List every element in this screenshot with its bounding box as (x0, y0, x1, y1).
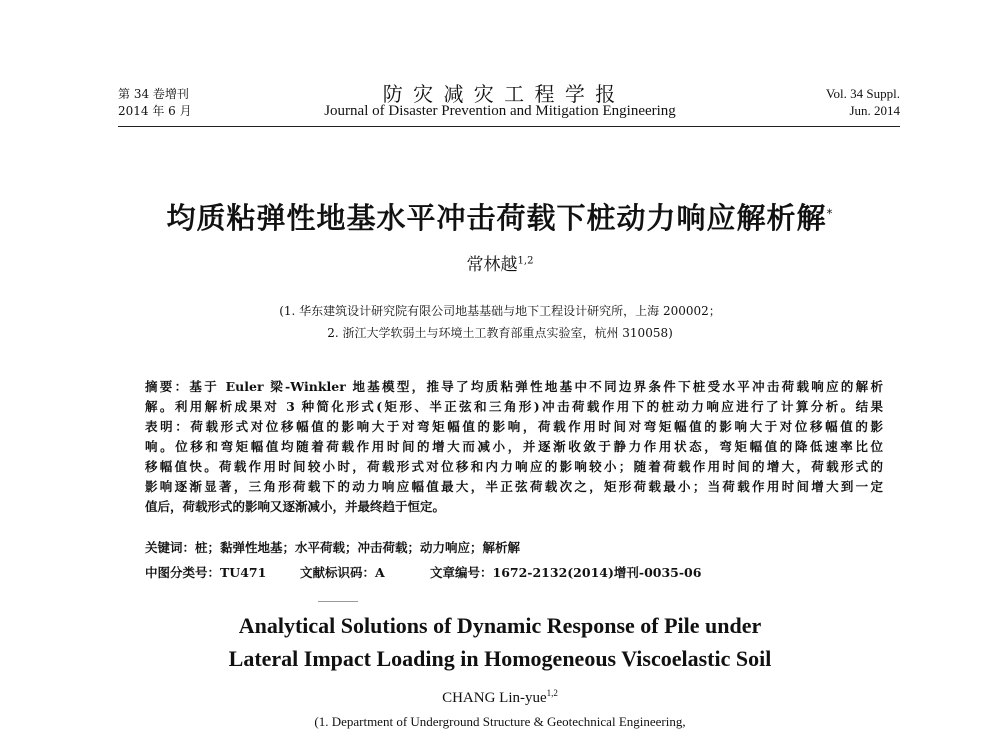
english-author-name: CHANG Lin-yue (442, 690, 547, 706)
volume-cn: 第 34 卷增刊 (118, 87, 189, 101)
clc-number: 中图分类号：TU471 (145, 565, 267, 580)
header-rule (118, 126, 900, 127)
divider (318, 601, 358, 602)
title-footnote-mark: * (826, 206, 834, 221)
document-code: 文献标识码：A (300, 565, 385, 580)
abstract-line: 解。利用解析成果对 3 种简化形式(矩形、半正弦和三角形)冲击荷载作用下的桩动力响应进行了计算分析。结果 (145, 399, 883, 414)
author-affil-mark: 1,2 (517, 255, 534, 267)
author-name: 常林越 (466, 255, 518, 275)
abstract-line: 影响逐渐显著，三角形荷载下的动力响应幅值最大，半正弦荷载次之，矩形荷载最小；当荷载作用时间增大到一定 (145, 479, 883, 494)
abstract-line: 表明：荷载形式对位移幅值的影响大于对弯矩幅值的影响，荷载作用时间对弯矩幅值的影响大于对位移幅值的影 (145, 419, 883, 434)
affiliation-1: (1. 华东建筑设计研究院有限公司地基基础与地下工程设计研究所，上海 200002； (279, 304, 721, 318)
keywords: 关键词：桩；黏弹性地基；水平荷载；冲击荷载；动力响应；解析解 (145, 540, 521, 555)
affiliation-2: 2. 浙江大学软弱土与环境土工教育部重点实验室，杭州 310058) (327, 326, 673, 340)
abstract-line: 值后，荷载形式的影响又逐渐减小，并最终趋于恒定。 (145, 499, 446, 514)
english-author-mark: 1,2 (546, 688, 558, 698)
abstract-line: 响。位移和弯矩幅值均随着荷载作用时间的增大而减小，并逐渐收敛于静力作用状态，弯矩幅值的降低速率比位 (145, 439, 883, 454)
english-affiliation: (1. Department of Underground Structure & Geotechnical Engineering, (314, 714, 686, 729)
volume-en: Vol. 34 Suppl. (825, 86, 900, 101)
title-text: 均质粘弹性地基水平冲击荷载下桩动力响应解析解 (166, 201, 827, 235)
abstract-line: 移幅值快。荷载作用时间较小时，荷载形式对位移和内力响应的影响较小；随着荷载作用时间的增大，荷载形式的 (145, 459, 883, 474)
date-en: Jun. 2014 (849, 103, 900, 118)
date-cn: 2014 年 6 月 (118, 104, 192, 118)
article-number: 文章编号：1672-2132(2014)增刊-0035-06 (430, 565, 702, 580)
abstract-line: 摘要：基于 Euler 梁-Winkler 地基模型，推导了均质粘弹性地基中不同边界条件下桩受水平冲击荷载响应的解析 (145, 379, 883, 394)
english-title-line: Lateral Impact Loading in Homogeneous Viscoelastic Soil (228, 646, 772, 671)
paper-title (0, 196, 1000, 237)
english-title-line: Analytical Solutions of Dynamic Response of Pile under (238, 613, 762, 638)
journal-title-cn: 防 灾 减 灾 工 程 学 报 (382, 82, 618, 106)
author (0, 250, 1000, 275)
journal-title-en: Journal of Disaster Prevention and Mitigation Engineering (324, 103, 676, 119)
english-author (0, 688, 1000, 707)
